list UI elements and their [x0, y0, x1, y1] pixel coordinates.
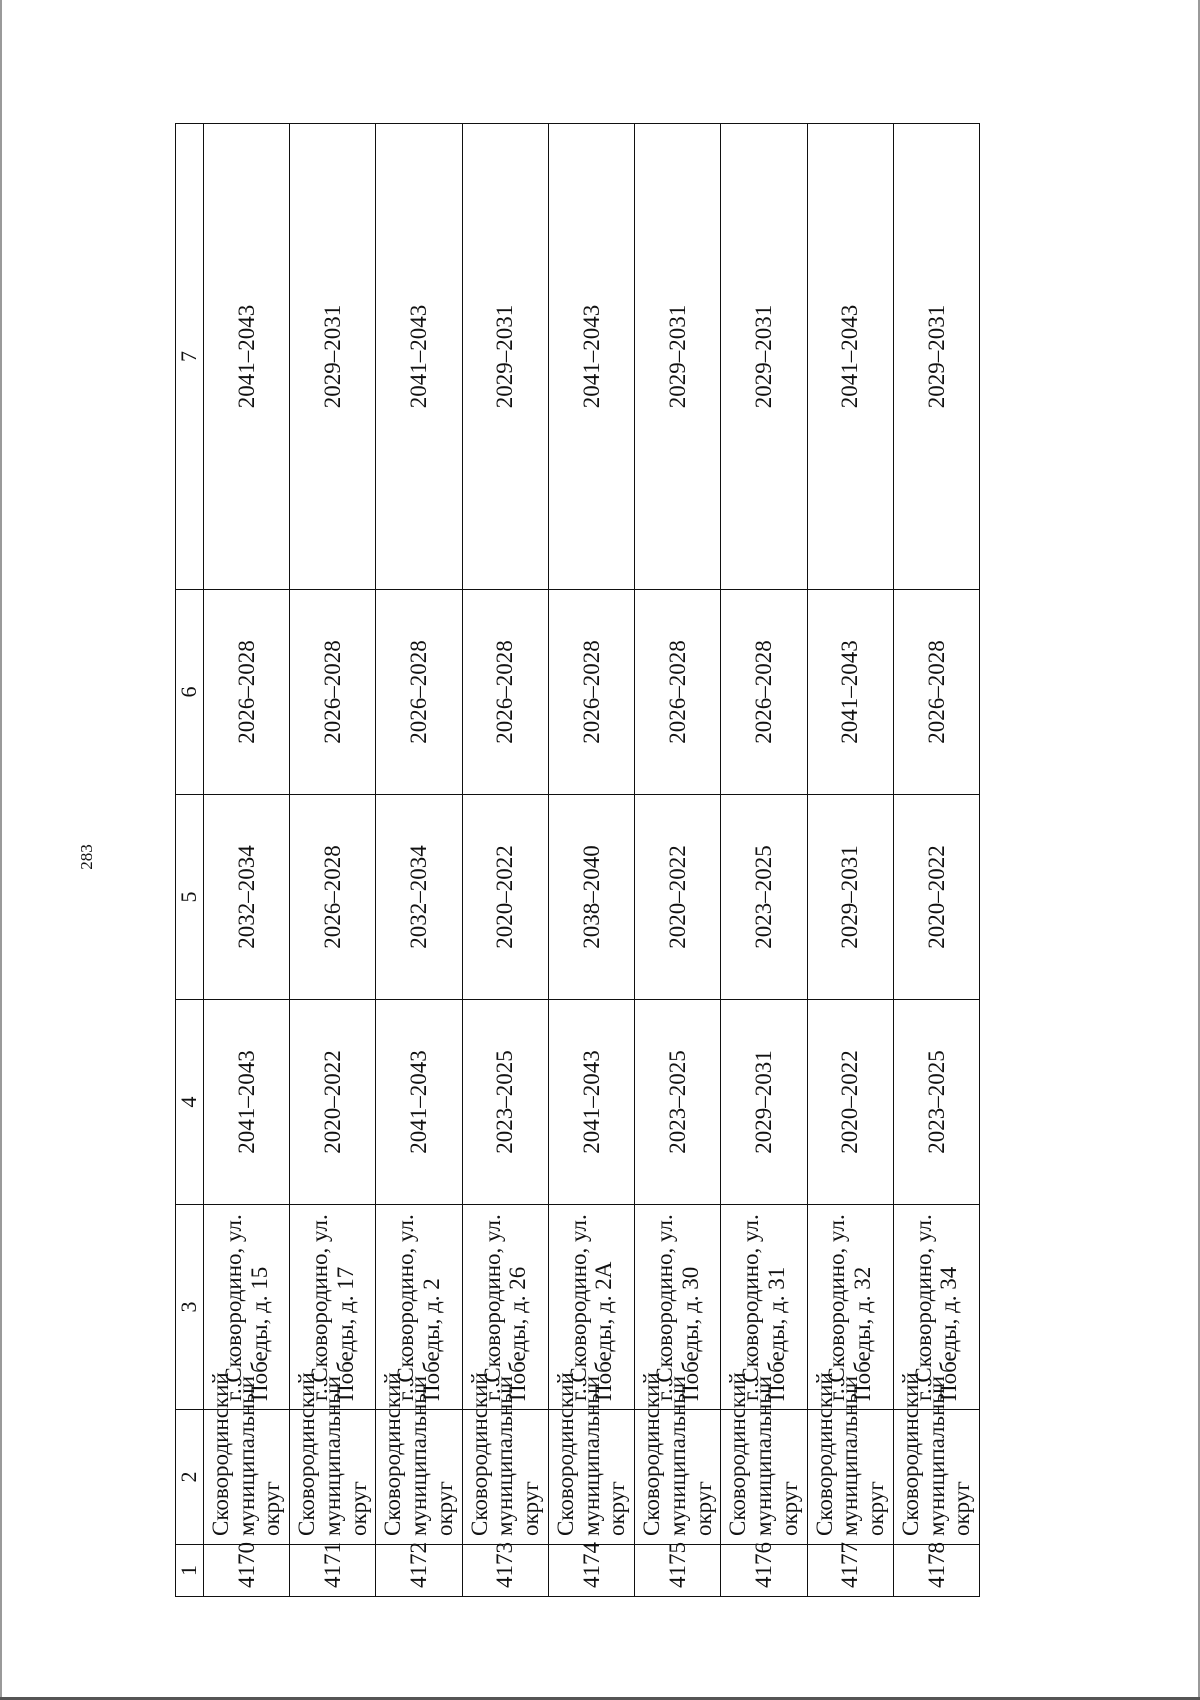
period-cell: 2020–2022 — [893, 795, 979, 1000]
period-cell: 2041–2043 — [548, 124, 634, 590]
period-cell: 2029–2031 — [635, 124, 721, 590]
municipality-cell: Сковородинский муниципальный округ — [893, 1410, 979, 1545]
table-row — [376, 124, 462, 1597]
table-header-row — [176, 124, 204, 1597]
municipality-cell: Сковородинский муниципальный округ — [635, 1410, 721, 1545]
rotated-table-wrapper — [175, 124, 980, 1597]
period-cell: 2026–2028 — [204, 590, 290, 795]
row-number: 4172 — [376, 1545, 462, 1597]
row-number: 4173 — [462, 1545, 548, 1597]
period-cell: 2020–2022 — [290, 1000, 376, 1205]
period-cell: 2029–2031 — [893, 124, 979, 590]
address-cell: г. Сковородино, ул. Победы, д. 2А — [548, 1205, 634, 1410]
municipality-cell: Сковородинский муниципальный округ — [807, 1410, 893, 1545]
period-cell: 2038–2040 — [548, 795, 634, 1000]
period-cell: 2041–2043 — [204, 1000, 290, 1205]
address-cell: г. Сковородино, ул. Победы, д. 34 — [893, 1205, 979, 1410]
period-cell: 2026–2028 — [290, 795, 376, 1000]
period-cell: 2029–2031 — [721, 1000, 807, 1205]
period-cell: 2029–2031 — [462, 124, 548, 590]
address-cell: г. Сковородино, ул. Победы, д. 32 — [807, 1205, 893, 1410]
municipality-cell: Сковородинский муниципальный округ — [376, 1410, 462, 1545]
scan-edge-left — [0, 0, 2, 1700]
row-number: 4174 — [548, 1545, 634, 1597]
period-cell: 2020–2022 — [635, 795, 721, 1000]
period-cell: 2023–2025 — [721, 795, 807, 1000]
table-row — [290, 124, 376, 1597]
address-cell: г. Сковородино, ул. Победы, д. 31 — [721, 1205, 807, 1410]
address-cell: г. Сковородино, ул. Победы, д. 2 — [376, 1205, 462, 1410]
data-table — [175, 123, 980, 1597]
period-cell: 2020–2022 — [807, 1000, 893, 1205]
period-cell: 2032–2034 — [204, 795, 290, 1000]
period-cell: 2029–2031 — [721, 124, 807, 590]
period-cell: 2026–2028 — [893, 590, 979, 795]
period-cell: 2041–2043 — [807, 124, 893, 590]
table-row — [893, 124, 979, 1597]
period-cell: 2026–2028 — [635, 590, 721, 795]
column-header: 2 — [176, 1410, 204, 1545]
period-cell: 2026–2028 — [290, 590, 376, 795]
address-cell: г. Сковородино, ул. Победы, д. 17 — [290, 1205, 376, 1410]
address-cell: г. Сковородино, ул. Победы, д. 15 — [204, 1205, 290, 1410]
table-row — [204, 124, 290, 1597]
page-number: 283 — [77, 844, 96, 870]
period-cell: 2041–2043 — [376, 1000, 462, 1205]
period-cell: 2041–2043 — [548, 1000, 634, 1205]
period-cell: 2026–2028 — [376, 590, 462, 795]
row-number: 4176 — [721, 1545, 807, 1597]
period-cell: 2041–2043 — [376, 124, 462, 590]
period-cell: 2032–2034 — [376, 795, 462, 1000]
period-cell: 2023–2025 — [635, 1000, 721, 1205]
period-cell: 2023–2025 — [462, 1000, 548, 1205]
municipality-cell: Сковородинский муниципальный округ — [462, 1410, 548, 1545]
table-row — [721, 124, 807, 1597]
period-cell: 2023–2025 — [893, 1000, 979, 1205]
table-row — [548, 124, 634, 1597]
table-row — [807, 124, 893, 1597]
column-header: 4 — [176, 1000, 204, 1205]
period-cell: 2026–2028 — [462, 590, 548, 795]
address-cell: г. Сковородино, ул. Победы, д. 26 — [462, 1205, 548, 1410]
period-cell: 2029–2031 — [290, 124, 376, 590]
table-row — [635, 124, 721, 1597]
period-cell: 2041–2043 — [807, 590, 893, 795]
row-number: 4171 — [290, 1545, 376, 1597]
table-row — [462, 124, 548, 1597]
period-cell: 2041–2043 — [204, 124, 290, 590]
period-cell: 2026–2028 — [721, 590, 807, 795]
row-number: 4170 — [204, 1545, 290, 1597]
address-cell: г. Сковородино, ул. Победы, д. 30 — [635, 1205, 721, 1410]
row-number: 4175 — [635, 1545, 721, 1597]
column-header: 1 — [176, 1545, 204, 1597]
period-cell: 2020–2022 — [462, 795, 548, 1000]
period-cell: 2029–2031 — [807, 795, 893, 1000]
municipality-cell: Сковородинский муниципальный округ — [204, 1410, 290, 1545]
period-cell: 2026–2028 — [548, 590, 634, 795]
column-header: 3 — [176, 1205, 204, 1410]
column-header: 6 — [176, 590, 204, 795]
municipality-cell: Сковородинский муниципальный округ — [290, 1410, 376, 1545]
column-header: 7 — [176, 124, 204, 590]
municipality-cell: Сковородинский муниципальный округ — [548, 1410, 634, 1545]
column-header: 5 — [176, 795, 204, 1000]
row-number: 4178 — [893, 1545, 979, 1597]
municipality-cell: Сковородинский муниципальный округ — [721, 1410, 807, 1545]
row-number: 4177 — [807, 1545, 893, 1597]
